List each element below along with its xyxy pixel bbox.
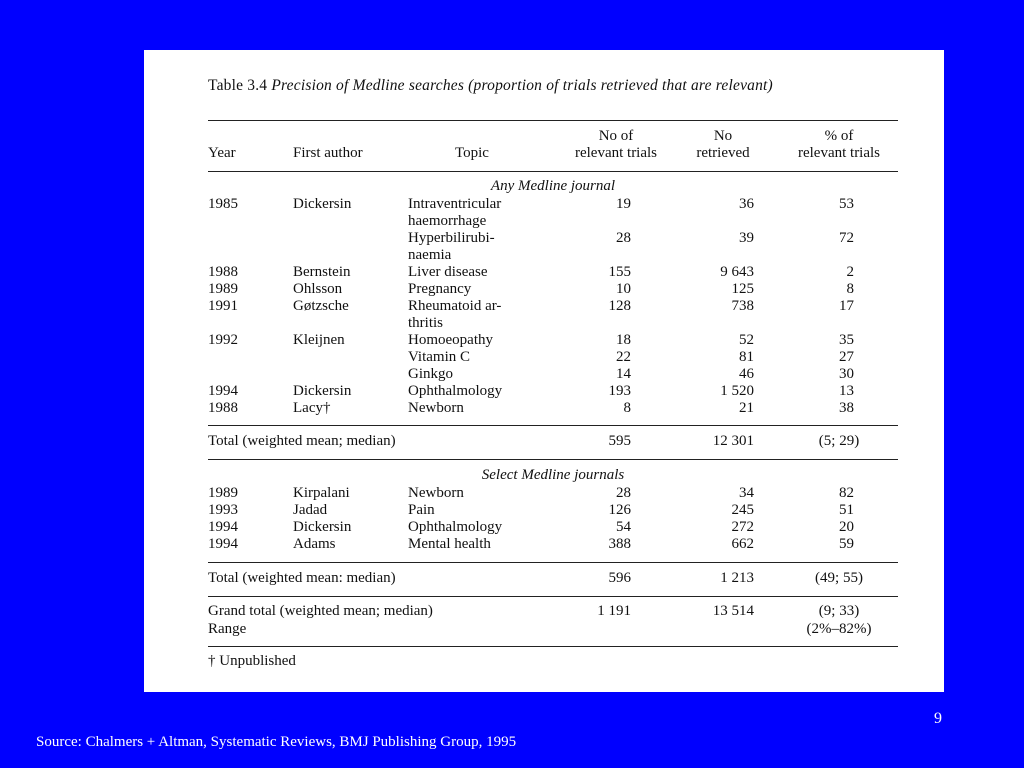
row-relevant: 22 [616,349,631,365]
row-pct: 20 [839,519,854,535]
row-relevant: 28 [616,485,631,501]
row-relevant: 155 [608,264,631,280]
row-pct: 2 [846,264,854,280]
section-select-medline: Select Medline journals [481,467,625,483]
row-year: 1988 [208,264,238,280]
rule-bottom [208,646,898,647]
row-year: 1994 [208,383,238,399]
row-author: Kirpalani [293,485,350,501]
row-year: 1985 [208,196,238,212]
row-retrieved: 9 643 [720,264,754,280]
row-year: 1991 [208,298,238,314]
row-pct: 13 [839,383,854,399]
row-topic: Ophthalmology [408,519,503,535]
row-pct: 72 [839,230,854,246]
grand-total-relevant: 1 191 [597,603,631,619]
row-retrieved: 738 [731,298,754,314]
row-pct: 51 [839,502,854,518]
row-year: 1988 [208,400,238,416]
row-pct: 27 [839,349,854,365]
row-topic-continued: thritis [408,315,444,331]
row-retrieved: 662 [731,536,754,552]
row-author: Lacy† [293,400,331,416]
total-any-retrieved: 12 301 [712,433,754,449]
section-any-medline: Any Medline journal [490,178,616,194]
header-year: Year [208,145,236,161]
header-pct-2: relevant trials [797,145,881,161]
row-pct: 30 [839,366,854,382]
header-pct-1: % of [824,128,854,144]
row-year: 1993 [208,502,238,518]
source-citation: Source: Chalmers + Altman, Systematic Reviews, BMJ Publishing Group, 1995 [36,734,517,750]
rule-select-start [208,459,898,460]
row-pct: 35 [839,332,854,348]
row-relevant: 8 [623,400,631,416]
total-select-relevant: 596 [608,570,631,586]
slide-number: 9 [934,710,942,727]
row-year: 1994 [208,519,238,535]
row-retrieved: 21 [739,400,754,416]
row-relevant: 126 [608,502,631,518]
row-author: Dickersin [293,383,352,399]
total-select-retrieved: 1 213 [720,570,754,586]
row-year: 1989 [208,485,238,501]
row-relevant: 19 [616,196,631,212]
row-topic: Ginkgo [408,366,453,382]
row-author: Dickersin [293,519,352,535]
grand-total-retrieved: 13 514 [712,603,754,619]
row-relevant: 128 [608,298,631,314]
header-author: First author [293,145,363,161]
header-relevant-1: No of [598,128,634,144]
row-topic: Liver disease [408,264,488,280]
table-caption-text: Precision of Medline searches (proportion of trials retrieved that are relevant) [271,77,773,94]
table-caption-label: Table 3.4 [208,77,268,94]
total-any-relevant: 595 [608,433,631,449]
row-author: Bernstein [293,264,351,280]
row-year: 1989 [208,281,238,297]
row-pct: 82 [839,485,854,501]
range-label: Range [208,621,247,637]
row-retrieved: 46 [739,366,754,382]
row-topic-continued: naemia [408,247,452,263]
row-topic: Vitamin C [408,349,471,365]
row-relevant: 14 [616,366,631,382]
row-pct: 59 [839,536,854,552]
footnote: † Unpublished [208,653,296,669]
row-author: Adams [293,536,336,552]
row-pct: 17 [839,298,854,314]
row-retrieved: 36 [739,196,754,212]
row-pct: 8 [846,281,854,297]
row-topic: Ophthalmology [408,383,503,399]
row-pct: 53 [839,196,854,212]
row-year: 1992 [208,332,238,348]
header-retrieved-2: retrieved [696,145,750,161]
row-retrieved: 52 [739,332,754,348]
row-year: 1994 [208,536,238,552]
row-retrieved: 125 [731,281,754,297]
row-topic: Newborn [408,400,464,416]
rule-header [208,171,898,172]
rule-grand-start [208,596,898,597]
row-relevant: 28 [616,230,631,246]
row-retrieved: 245 [731,502,754,518]
table-image [144,50,944,692]
row-relevant: 18 [616,332,631,348]
row-author: Jadad [293,502,328,518]
row-retrieved: 34 [739,485,754,501]
row-topic: Pregnancy [408,281,472,297]
row-relevant: 10 [616,281,631,297]
row-pct: 38 [839,400,854,416]
row-relevant: 54 [616,519,631,535]
row-relevant: 388 [608,536,631,552]
row-retrieved: 272 [731,519,754,535]
row-retrieved: 39 [739,230,754,246]
row-relevant: 193 [608,383,631,399]
grand-total-label: Grand total (weighted mean; median) [208,603,433,619]
row-topic: Intraventricular [408,196,502,212]
row-topic: Mental health [408,536,491,552]
row-author: Kleijnen [293,332,345,348]
row-author: Ohlsson [293,281,343,297]
row-topic-continued: haemorrhage [408,213,487,229]
total-any-label: Total (weighted mean; median) [208,433,396,449]
rule-any-end [208,425,898,426]
grand-total-pct: (9; 33) [818,603,860,619]
range-pct: (2%–82%) [806,621,872,637]
header-topic: Topic [455,145,489,161]
row-retrieved: 1 520 [720,383,754,399]
total-any-pct: (5; 29) [818,433,860,449]
rule-select-end [208,562,898,563]
header-retrieved-1: No [713,128,733,144]
header-relevant-2: relevant trials [574,145,658,161]
row-topic: Homoeopathy [408,332,493,348]
row-topic: Newborn [408,485,464,501]
row-author: Gøtzsche [293,298,349,314]
total-select-pct: (49; 55) [815,570,863,586]
row-author: Dickersin [293,196,352,212]
rule-top [208,120,898,121]
row-retrieved: 81 [739,349,754,365]
row-topic: Rheumatoid ar- [408,298,502,314]
row-topic: Hyperbilirubi- [408,230,495,246]
table-caption [208,77,898,94]
total-select-label: Total (weighted mean: median) [208,570,396,586]
row-topic: Pain [408,502,435,518]
